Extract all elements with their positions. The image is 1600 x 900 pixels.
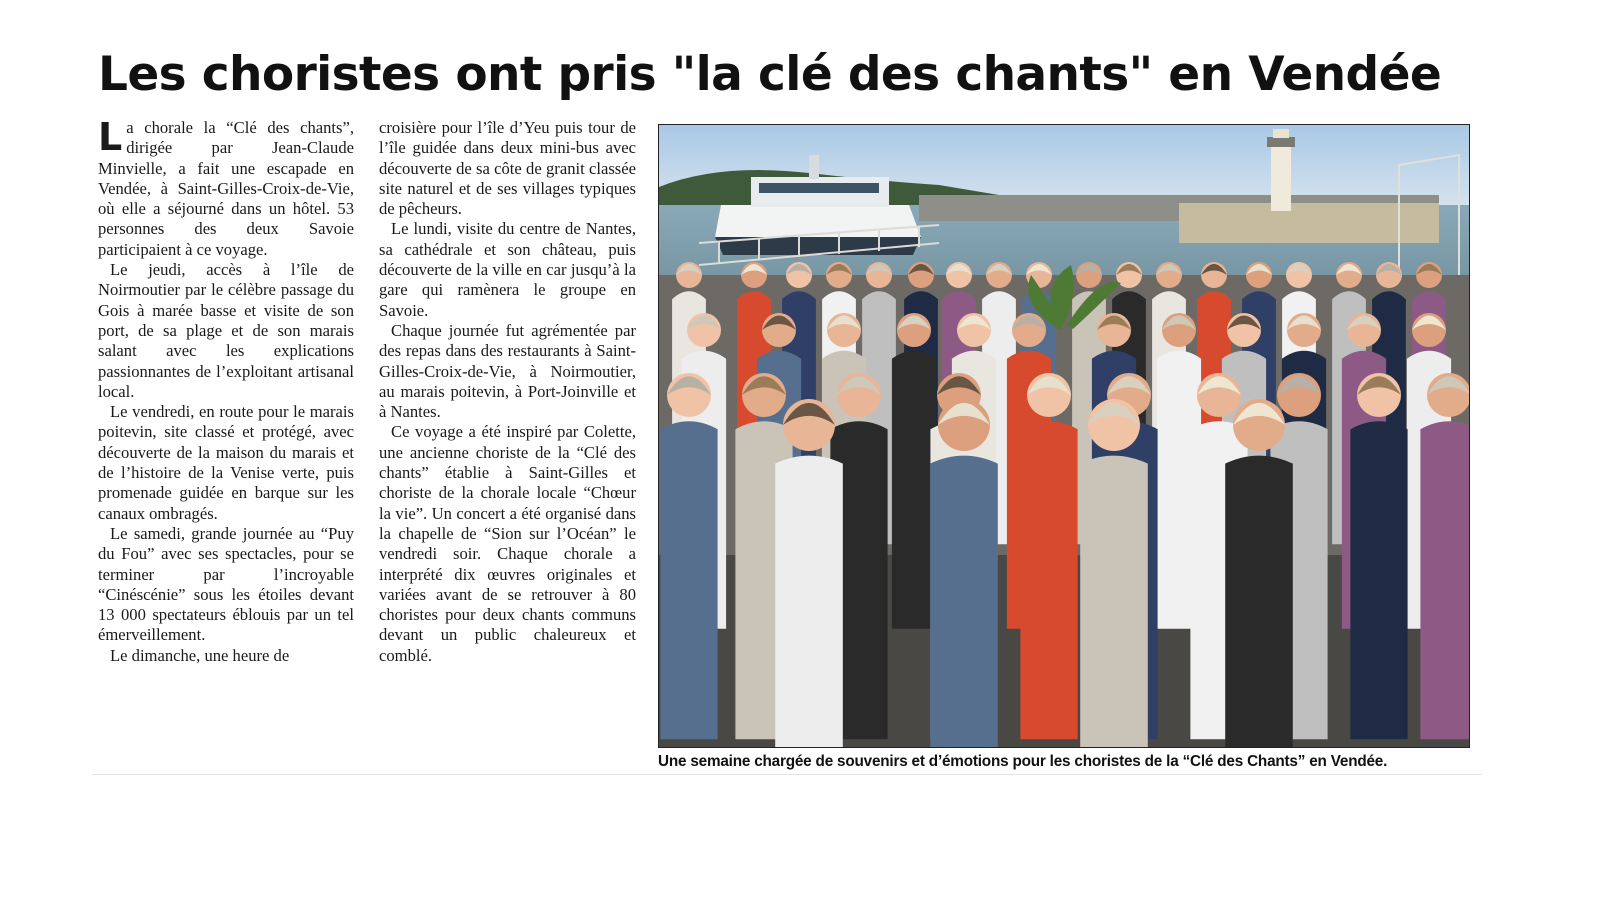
person-body — [892, 351, 936, 629]
person-body — [1020, 421, 1077, 739]
bottom-rule — [92, 774, 1482, 775]
article-paragraph: Le jeudi, accès à l’île de Noirmoutier par le célèbre passage du Gois à marée basse et visite de son port, de sa plage et de son marais salant avec les explications passionnantes de l’exploitant artisanal local. — [98, 260, 354, 401]
article-paragraph — [98, 115, 354, 260]
person-body — [930, 456, 998, 748]
person-body — [1420, 421, 1470, 739]
person-body — [1080, 456, 1148, 748]
group-photo-illustration — [659, 125, 1470, 748]
article-headline: Les choristes ont pris "la clé des chants" en Vendée — [98, 47, 1442, 102]
person-body — [775, 456, 843, 748]
article-paragraph: Ce voyage a été inspiré par Colette, une ancienne choriste de la “Clé des chants” établie à Saint-Gilles et choriste de la chorale locale “Chœur la vie”. Un concert a été organisé dans la chapelle de “Sion sur l’Océan” le vendredi soir. Chaque chorale a interprété dix œuvres originales et variées avant de se retrouver à 80 choristes pour deux chants communs devant un public chaleureux et comblé. — [379, 422, 636, 665]
paragraph-text: a chorale la “Clé des chants”, dirigée par Jean-Claude Minvielle, a fait une escapade en Vendée, à Saint-Gilles-Croix-de-Vie, où elle a séjourné dans un hôtel. 53 personnes des deux Savoie participaient à ce voyage. — [98, 118, 354, 259]
person-body — [1350, 421, 1407, 739]
article-column-2 — [379, 118, 636, 666]
person-body — [660, 421, 717, 739]
article-paragraph: Chaque journée fut agrémentée par des repas dans des restaurants à Saint-Gilles-Croix-de-Vie, à Noirmoutier, au marais poitevin, à Port-Joinville et à Nantes. — [379, 320, 636, 422]
article-column-1 — [98, 115, 354, 666]
photo-caption: Une semaine chargée de souvenirs et d’émotions pour les choristes de la “Clé des Chants” en Vendée. — [658, 753, 1388, 770]
drop-cap: L — [98, 115, 123, 159]
article-paragraph: Le samedi, grande journée au “Puy du Fou” avec ses spectacles, pour se terminer par l’incroyable “Cinéscénie” sous les étoiles devant 13 000 spectateurs éblouis par un tel émerveillement. — [98, 523, 354, 645]
article-paragraph: croisière pour l’île d’Yeu puis tour de l’île guidée dans deux mini-bus avec découverte de sa côte de granit classée site naturel et de ses villages typiques de pêcheurs. — [379, 118, 636, 219]
group-photo — [658, 124, 1470, 748]
article-paragraph: Le vendredi, en route pour le marais poitevin, site classé et protégé, avec découverte de la maison du marais et de l’histoire de la Venise verte, puis promenade guidée en barque sur les canaux ombragés. — [98, 402, 354, 523]
article-paragraph: Le dimanche, une heure de — [110, 645, 290, 665]
article-paragraph: Le lundi, visite du centre de Nantes, sa cathédrale et son château, puis découverte de la ville en car jusqu’à la gare qui ramènera le groupe en Savoie. — [379, 219, 636, 320]
lighthouse — [1267, 129, 1295, 211]
person-body — [1225, 456, 1293, 748]
